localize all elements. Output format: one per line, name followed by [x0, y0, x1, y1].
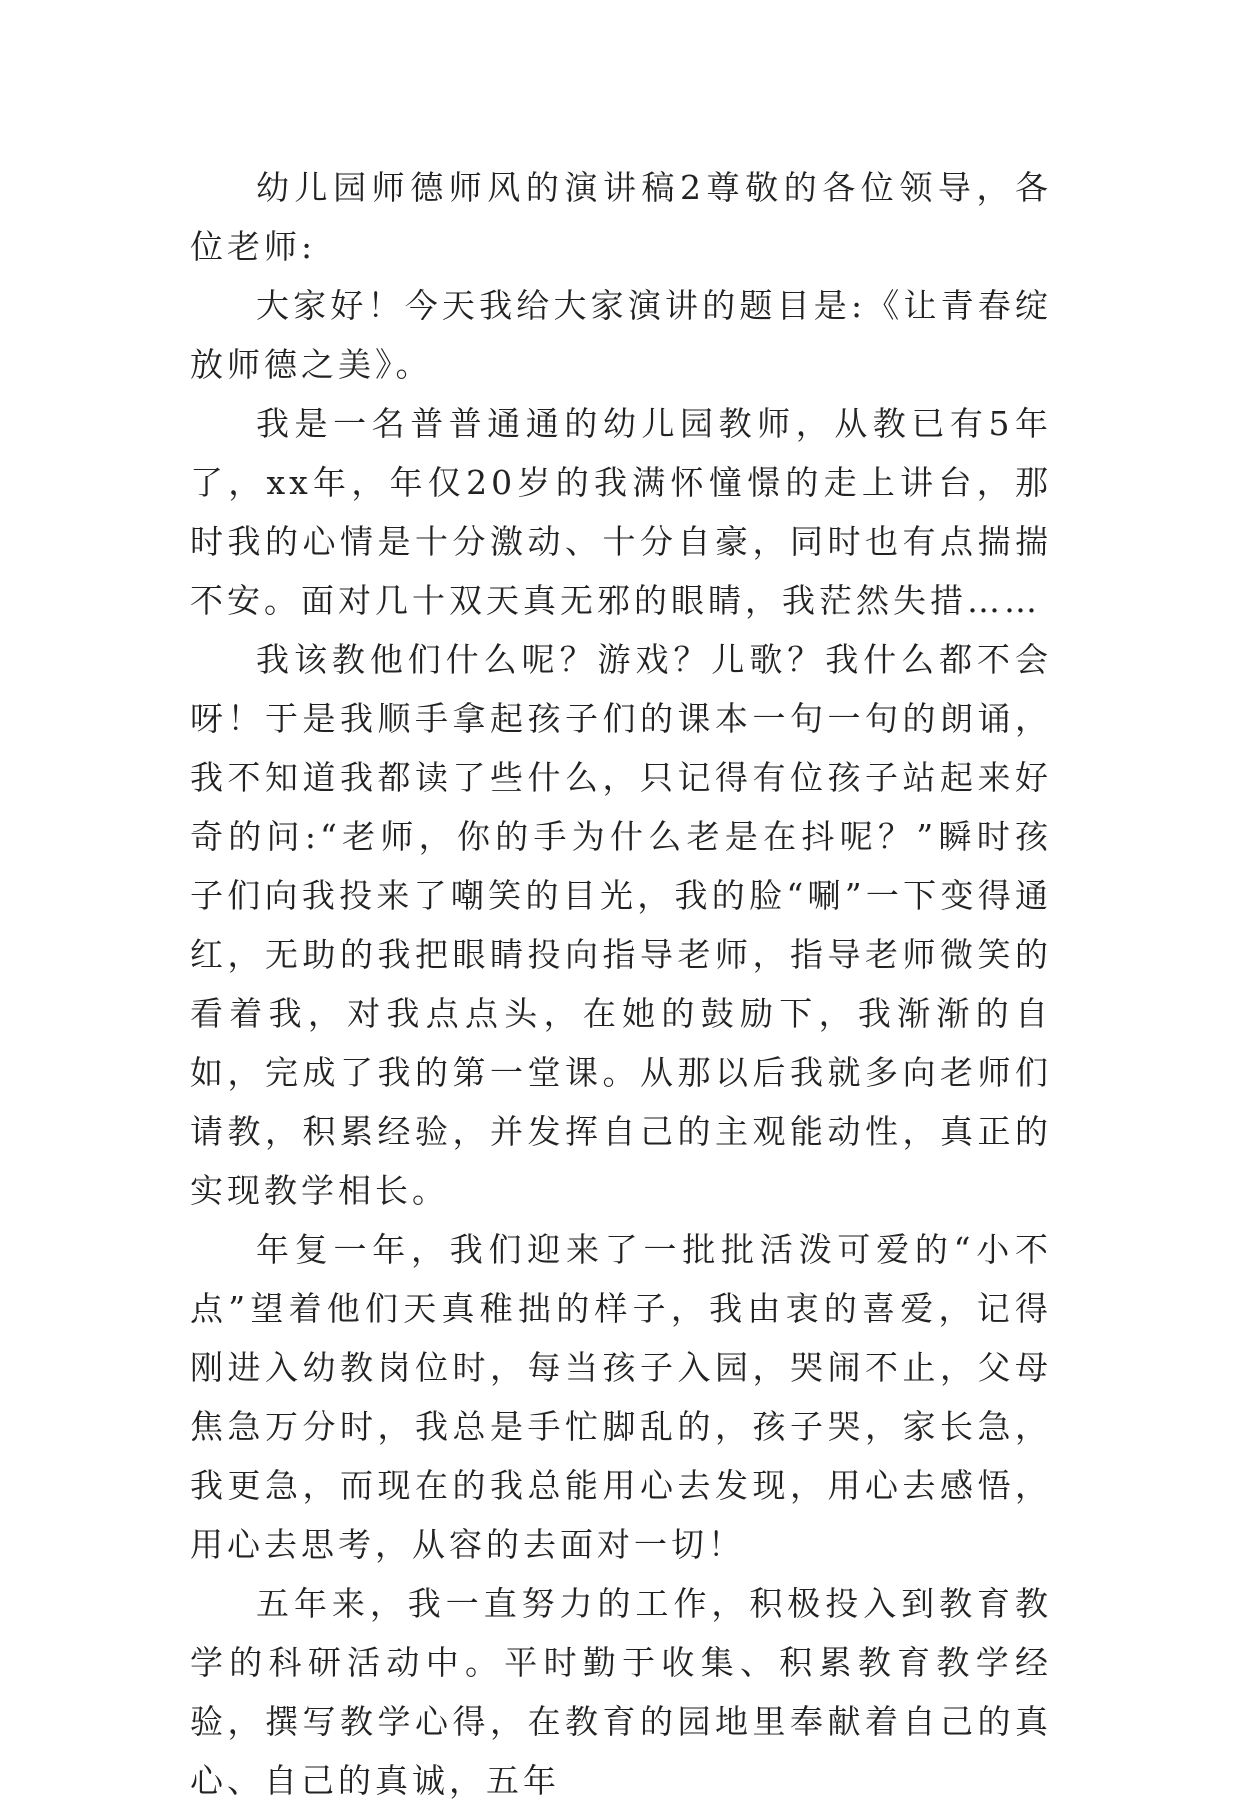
document-body [190, 158, 1052, 1810]
paragraph-title-greeting: 幼儿园师德师风的演讲稿2尊敬的各位领导，各位老师: [190, 168, 1052, 266]
paragraph-introduction: 我是一名普普通通的幼儿园教师，从教已有5年了，xx年，年仅20岁的我满怀憧憬的走上讲台，那时我的心情是十分激动、十分自豪，同时也有点揣揣不安。面对几十双天真无邪的眼睛，我茫然失措…… [190, 404, 1052, 620]
paragraph-five-years: 五年来，我一直努力的工作，积极投入到教育教学的科研活动中。平时勤于收集、积累教育教学经验，撰写教学心得，在教育的园地里奉献着自己的真心、自己的真诚，五年 [190, 1584, 1052, 1800]
paragraph-first-lesson: 我该教他们什么呢？游戏？儿歌？我什么都不会呀！于是我顺手拿起孩子们的课本一句一句的朗诵，我不知道我都读了些什么，只记得有位孩子站起来好奇的问:“老师，你的手为什么老是在抖呢？”瞬时孩子们向我投来了嘲笑的目光，我的脸“唰”一下变得通红，无助的我把眼睛投向指导老师，指导老师微笑的看着我，对我点点头，在她的鼓励下，我渐渐的自如，完成了我的第一堂课。从那以后我就多向老师们请教，积累经验，并发挥自己的主观能动性，真正的实现教学相长。 [190, 640, 1052, 1210]
paragraph-opening: 大家好！今天我给大家演讲的题目是:《让青春绽放师德之美》。 [190, 286, 1052, 384]
paragraph-year-after-year: 年复一年，我们迎来了一批批活泼可爱的“小不点”望着他们天真稚拙的样子，我由衷的喜爱，记得刚进入幼教岗位时，每当孩子入园，哭闹不止，父母焦急万分时，我总是手忙脚乱的，孩子哭，家长急，我更急，而现在的我总能用心去发现，用心去感悟，用心去思考，从容的去面对一切！ [190, 1230, 1052, 1564]
